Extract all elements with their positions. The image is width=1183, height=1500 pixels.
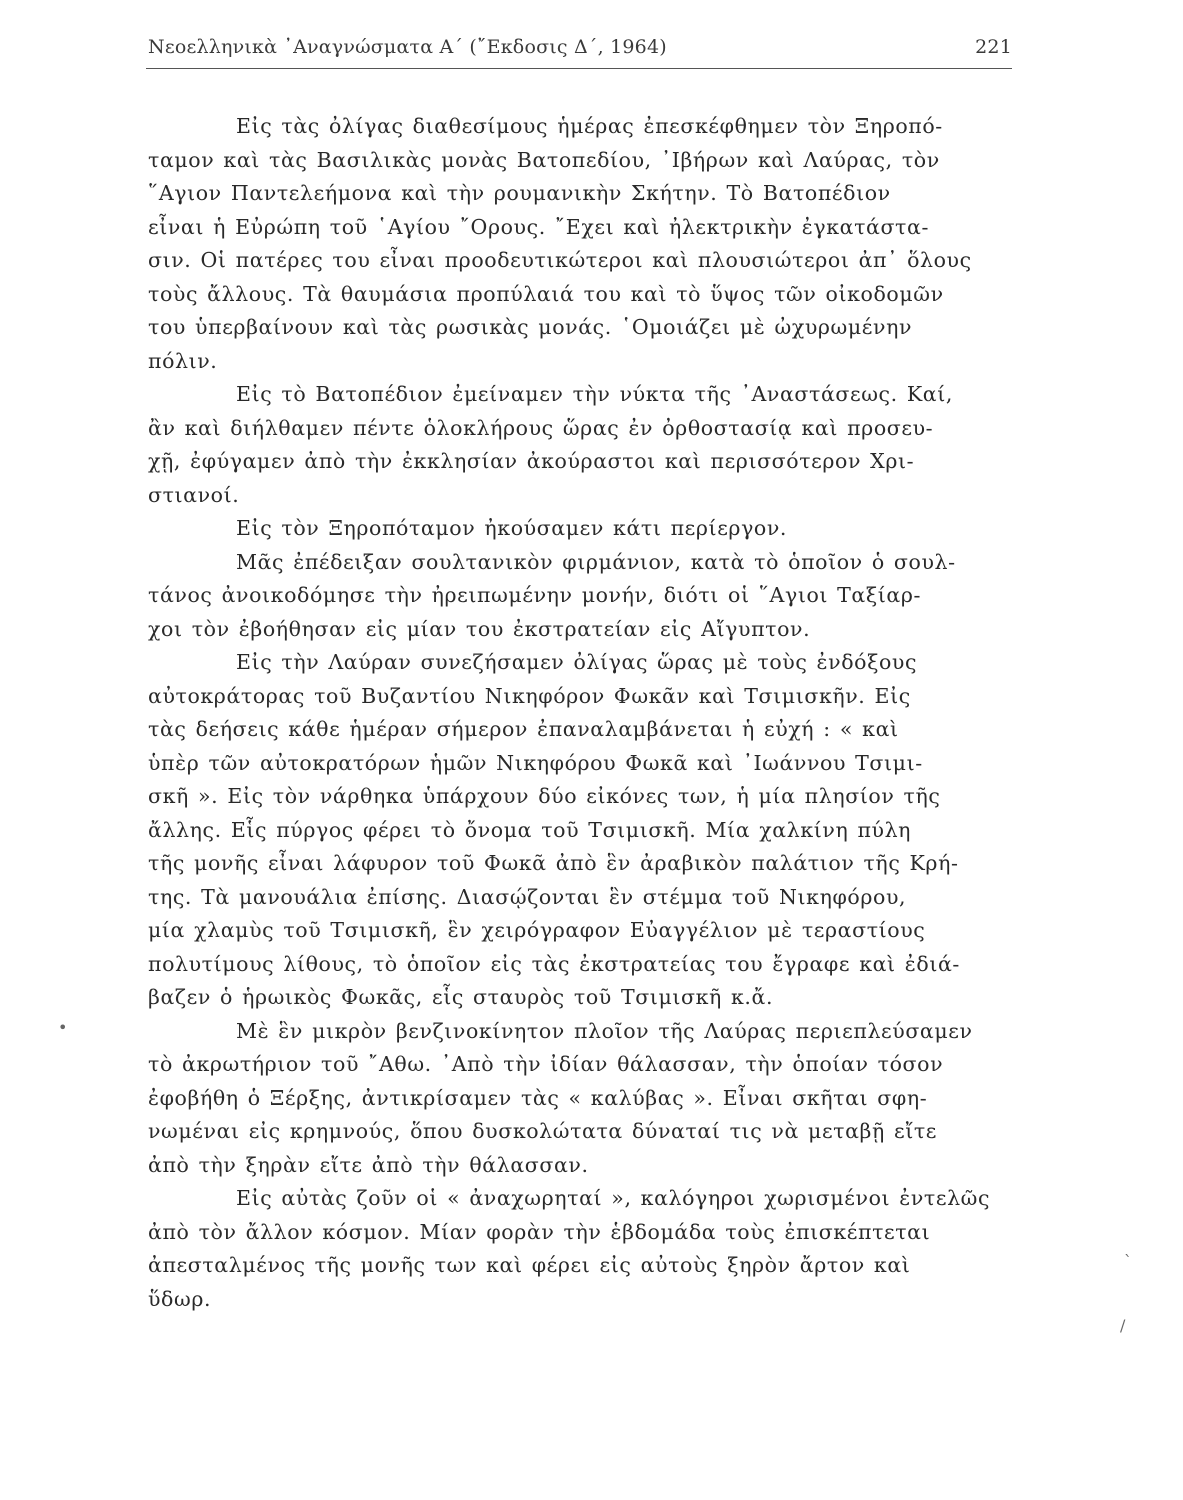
text-line: ὑπὲρ τῶν αὐτοκρατόρων ἡμῶν Νικηφόρου Φωκᾶ καὶ ᾿Ιωάννου Τσιμι-: [148, 750, 923, 775]
text-line: τῆς μονῆς εἶναι λάφυρον τοῦ Φωκᾶ ἀπὸ ἓν ἀραβικὸν παλάτιον τῆς Κρή-: [148, 851, 959, 875]
text-line: ἄλλης. Εἷς πύργος φέρει τὸ ὄνομα τοῦ Τσιμισκῆ. Μία χαλκίνη πύλη: [148, 817, 912, 842]
paragraph: [148, 646, 1028, 1015]
text-line: σιν. Οἱ πατέρες του εἶναι προοδευτικώτεροι καὶ πλουσιώτεροι ἀπ᾿ ὅλους: [148, 248, 972, 272]
text-line: Εἰς τὴν Λαύραν συνεζήσαμεν ὀλίγας ὥρας μὲ τοὺς ἐνδόξους: [236, 650, 918, 674]
text-line: ῞Αγιον Παντελεήμονα καὶ τὴν ρουμανικὴν Σκήτην. Τὸ Βατοπέδιον: [148, 181, 891, 205]
text-line: τὸ ἀκρωτήριον τοῦ ῎Αθω. ᾿Απὸ τὴν ἰδίαν θάλασσαν, τὴν ὁποίαν τόσον: [148, 1052, 944, 1076]
text-line: ἀπὸ τὸν ἄλλον κόσμον. Μίαν φορὰν τὴν ἑβδομάδα τοὺς ἐπισκέπτεται: [148, 1219, 931, 1244]
text-line: πόλιν.: [148, 348, 218, 373]
page-number: 221: [975, 36, 1012, 58]
paragraph: [148, 110, 1028, 378]
text-line: Εἰς αὐτὰς ζοῦν οἱ « ἀναχωρηταί », καλόγηροι χωρισμένοι ἐντελῶς: [236, 1186, 991, 1210]
text-line: βαζεν ὁ ἡρωικὸς Φωκᾶς, εἷς σταυρὸς τοῦ Τσιμισκῆ κ.ἄ.: [148, 985, 774, 1009]
text-line: χῇ, ἐφύγαμεν ἀπὸ τὴν ἐκκλησίαν ἀκούραστοι καὶ περισσότερον Χρι-: [148, 449, 915, 473]
text-line: χοι τὸν ἐβοήθησαν εἰς μίαν του ἐκστρατείαν εἰς Αἴγυπτον.: [148, 616, 811, 641]
text-line: αὐτοκράτορας τοῦ Βυζαντίου Νικηφόρον Φωκᾶν καὶ Τσιμισκῆν. Εἰς: [148, 683, 911, 708]
text-line: μία χλαμὺς τοῦ Τσιμισκῆ, ἓν χειρόγραφον Εὐαγγέλιον μὲ τεραστίους: [148, 918, 926, 942]
text-line: ἐφοβήθη ὁ Ξέρξης, ἀντικρίσαμεν τὰς « καλύβας ». Εἶναι σκῆται σφη-: [148, 1085, 928, 1110]
text-line: ἀπεσταλμένος τῆς μονῆς των καὶ φέρει εἰς αὐτοὺς ξηρὸν ἄρτον καὶ: [148, 1253, 911, 1277]
book-title: Νεοελληνικὰ ᾿Αναγνώσματα Α΄ (῎Εκδοσις Δ΄, 1964): [148, 36, 667, 58]
text-line: ταμον καὶ τὰς Βασιλικὰς μονὰς Βατοπεδίου, ᾿Ιβήρων καὶ Λαύρας, τὸν: [148, 147, 940, 172]
text-line: πολυτίμους λίθους, τὸ ὁποῖον εἰς τὰς ἐκστρατείας του ἔγραφε καὶ ἐδιά-: [148, 951, 960, 976]
text-line: της. Τὰ μανουάλια ἐπίσης. Διασῴζονται ἓν στέμμα τοῦ Νικηφόρου,: [148, 884, 907, 909]
text-line: τάνος ἀνοικοδόμησε τὴν ἠρειπωμένην μονήν, διότι οἱ ῞Αγιοι Ταξίαρ-: [148, 583, 922, 607]
text-line: νωμέναι εἰς κρημνούς, ὅπου δυσκολώτατα δύναταί τις νὰ μεταβῇ εἴτε: [148, 1119, 938, 1143]
text-line: ἀπὸ τὴν ξηρὰν εἴτε ἀπὸ τὴν θάλασσαν.: [148, 1152, 589, 1177]
header-rule: [146, 68, 1012, 69]
paragraph: [148, 1015, 1028, 1183]
text-line: Μὲ ἓν μικρὸν βενζινοκίνητον πλοῖον τῆς Λαύρας περιεπλεύσαμεν: [236, 1018, 973, 1043]
text-line: σκῆ ». Εἰς τὸν νάρθηκα ὑπάρχουν δύο εἰκόνες των, ἡ μία πλησίον τῆς: [148, 784, 941, 808]
text-line: Εἰς τὸ Βατοπέδιον ἐμείναμεν τὴν νύκτα τῆς ᾿Αναστάσεως. Καί,: [236, 382, 953, 406]
text-line: στιανοί.: [148, 482, 240, 507]
text-line: τὰς δεήσεις κάθε ἡμέραν σήμερον ἐπαναλαμβάνεται ἡ εὐχή : « καὶ: [148, 717, 899, 741]
paragraph: [148, 378, 1028, 512]
paragraph: [148, 546, 1028, 647]
text-line: ὕδωρ.: [148, 1286, 212, 1311]
paragraph: [148, 512, 1028, 546]
scan-speck: `: [1124, 1252, 1132, 1271]
paragraph: [148, 1182, 1028, 1316]
text-line: Εἰς τὰς ὀλίγας διαθεσίμους ἡμέρας ἐπεσκέφθημεν τὸν Ξηροπό-: [236, 114, 943, 138]
text-line: εἶναι ἡ Εὐρώπη τοῦ ῾Αγίου ῎Ορους. ῎Εχει καὶ ἠλεκτρικὴν ἐγκατάστα-: [148, 214, 929, 239]
scan-speck: •: [58, 1018, 68, 1037]
text-line: του ὑπερβαίνουν καὶ τὰς ρωσικὰς μονάς. ῾Ομοιάζει μὲ ὠχυρωμένην: [148, 315, 913, 339]
text-line: τοὺς ἄλλους. Τὰ θαυμάσια προπύλαιά του καὶ τὸ ὕψος τῶν οἰκοδομῶν: [148, 281, 944, 306]
text-line: ἂν καὶ διήλθαμεν πέντε ὁλοκλήρους ὥρας ἐν ὀρθοστασίᾳ καὶ προσευ-: [148, 415, 934, 440]
scan-speck: /: [1120, 1316, 1126, 1335]
text-line: Εἰς τὸν Ξηροπόταμον ἠκούσαμεν κάτι περίεργον.: [236, 516, 788, 540]
body-text: [148, 110, 1028, 1316]
running-head: [148, 36, 1012, 66]
text-line: Μᾶς ἐπέδειξαν σουλτανικὸν φιρμάνιον, κατὰ τὸ ὁποῖον ὁ σουλ-: [236, 549, 956, 574]
